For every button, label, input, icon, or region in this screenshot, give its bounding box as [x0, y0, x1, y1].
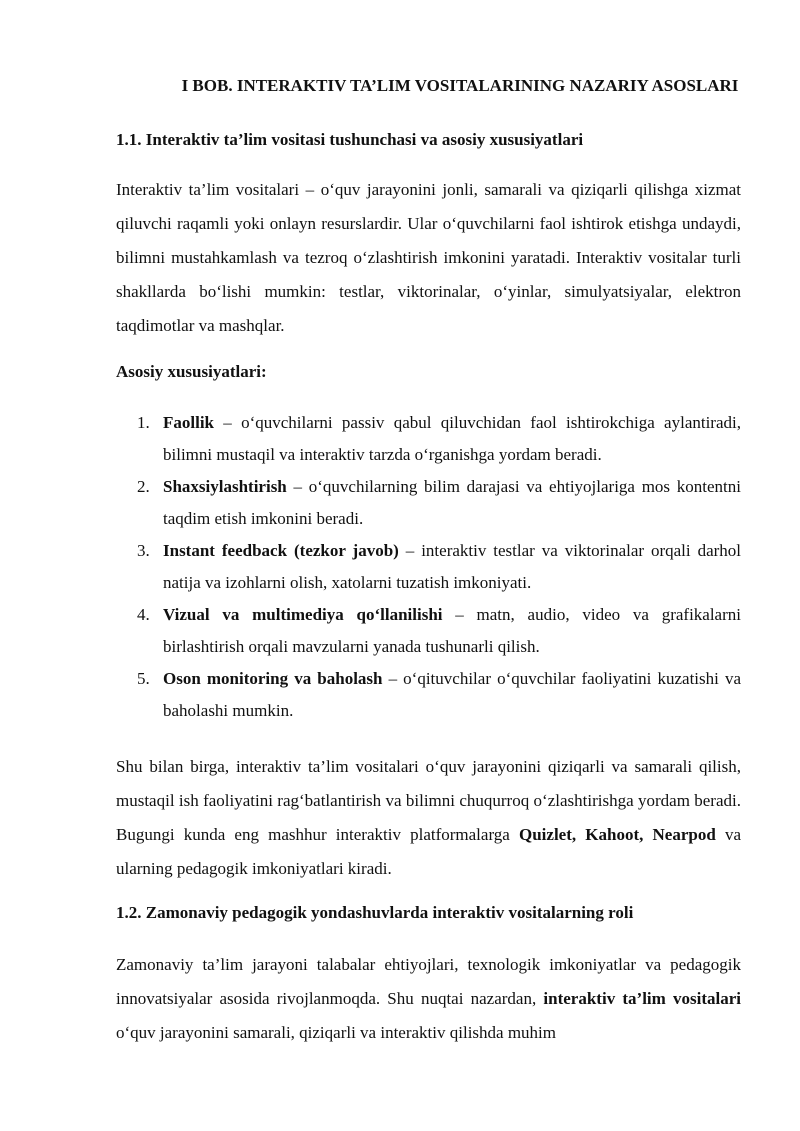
- section-2-title: 1.2. Zamonaviy pedagogik yondashuvlarda interaktiv vositalarning roli: [116, 903, 634, 922]
- section-2-text-bold: interaktiv ta’lim vositalari: [543, 989, 741, 1008]
- conclusion-end: va ularning pedagogik imkoniyatlari kiradi.: [116, 825, 741, 878]
- section-2-text-end: o‘quv jarayonini samarali, qiziqarli va interaktiv qilishda muhim: [116, 1023, 556, 1042]
- section-1-intro: Interaktiv ta’lim vositalari – o‘quv jarayonini jonli, samarali va qiziqarli qilishga xizmat qiluvchi raqamli yoki onlayn resurslardir. Ular o‘quvchilarni faol ishtirok etishga undaydi, bilimni mustahkamlash va tezroq o‘zlashtirish imkonini yaratadi. Interaktiv vositalar turli shakllarda bo‘lishi mumkin: testlar, viktorinalar, o‘yinlar, simulyatsiyalar, elektron taqdimotlar va mashqlar.: [116, 180, 741, 335]
- feature-description: – matn, audio, video va grafikalarni birlashtirish orqali mavzularni yanada tushunarli qilish.: [163, 605, 741, 656]
- section-1-conclusion: [116, 750, 741, 886]
- section-2-text-start: Zamonaviy ta’lim jarayoni talabalar ehtiyojlari, texnologik imkoniyatlar va pedagogik innovatsiyalar asosida rivojlanmoqda. Shu nuqtai nazardan,: [116, 955, 741, 1008]
- feature-item: [116, 663, 741, 727]
- platforms-bold: Quizlet, Kahoot, Nearpod: [519, 825, 716, 844]
- section-1-title: 1.1. Interaktiv ta’lim vositasi tushunchasi va asosiy xususiyatlari: [116, 130, 584, 149]
- feature-number: 1.: [137, 413, 150, 432]
- chapter-title: I BOB. INTERAKTIV TA’LIM VOSITALARINING NAZARIY ASOSLARI: [181, 76, 739, 95]
- feature-description: – interaktiv testlar va viktorinalar orqali darhol natija va izohlarni olish, xatolarni tuzatish imkoniyati.: [163, 541, 741, 592]
- conclusion-text: Shu bilan birga, interaktiv ta’lim vositalari o‘quv jarayonini qiziqarli va samarali qilish, mustaqil ish faoliyatini rag‘batlantirish va bilimni chuqurroq o‘zlashtirishga yordam beradi. Bugungi kunda eng mashhur interaktiv platformalarga: [116, 757, 741, 844]
- features-list: [116, 407, 741, 727]
- feature-item: [116, 471, 741, 535]
- feature-description: – o‘qituvchilar o‘quvchilar faoliyatini kuzatishi va baholashi mumkin.: [163, 669, 741, 720]
- feature-number: 3.: [137, 541, 150, 560]
- feature-term: Vizual va multimediya qo‘llanilishi: [163, 605, 443, 624]
- feature-item: [116, 535, 741, 599]
- feature-term: Faollik: [163, 413, 215, 432]
- feature-number: 4.: [137, 605, 150, 624]
- feature-item: [116, 599, 741, 663]
- feature-term: Instant feedback (tezkor javob): [163, 541, 399, 560]
- feature-description: – o‘quvchilarni passiv qabul qiluvchidan faol ishtirokchiga aylantiradi, bilimni mustaqil va interaktiv tarzda o‘rganishga yordam beradi.: [163, 413, 741, 464]
- feature-number: 2.: [137, 477, 150, 496]
- feature-description: – o‘quvchilarning bilim darajasi va ehtiyojlariga mos kontentni taqdim etish imkonini beradi.: [163, 477, 741, 528]
- feature-number: 5.: [137, 669, 150, 688]
- feature-term: Oson monitoring va baholash: [163, 669, 383, 688]
- feature-item: [116, 407, 741, 471]
- features-heading: Asosiy xususiyatlari:: [116, 362, 267, 381]
- feature-term: Shaxsiylashtirish: [163, 477, 287, 496]
- section-2-text: [116, 948, 741, 1050]
